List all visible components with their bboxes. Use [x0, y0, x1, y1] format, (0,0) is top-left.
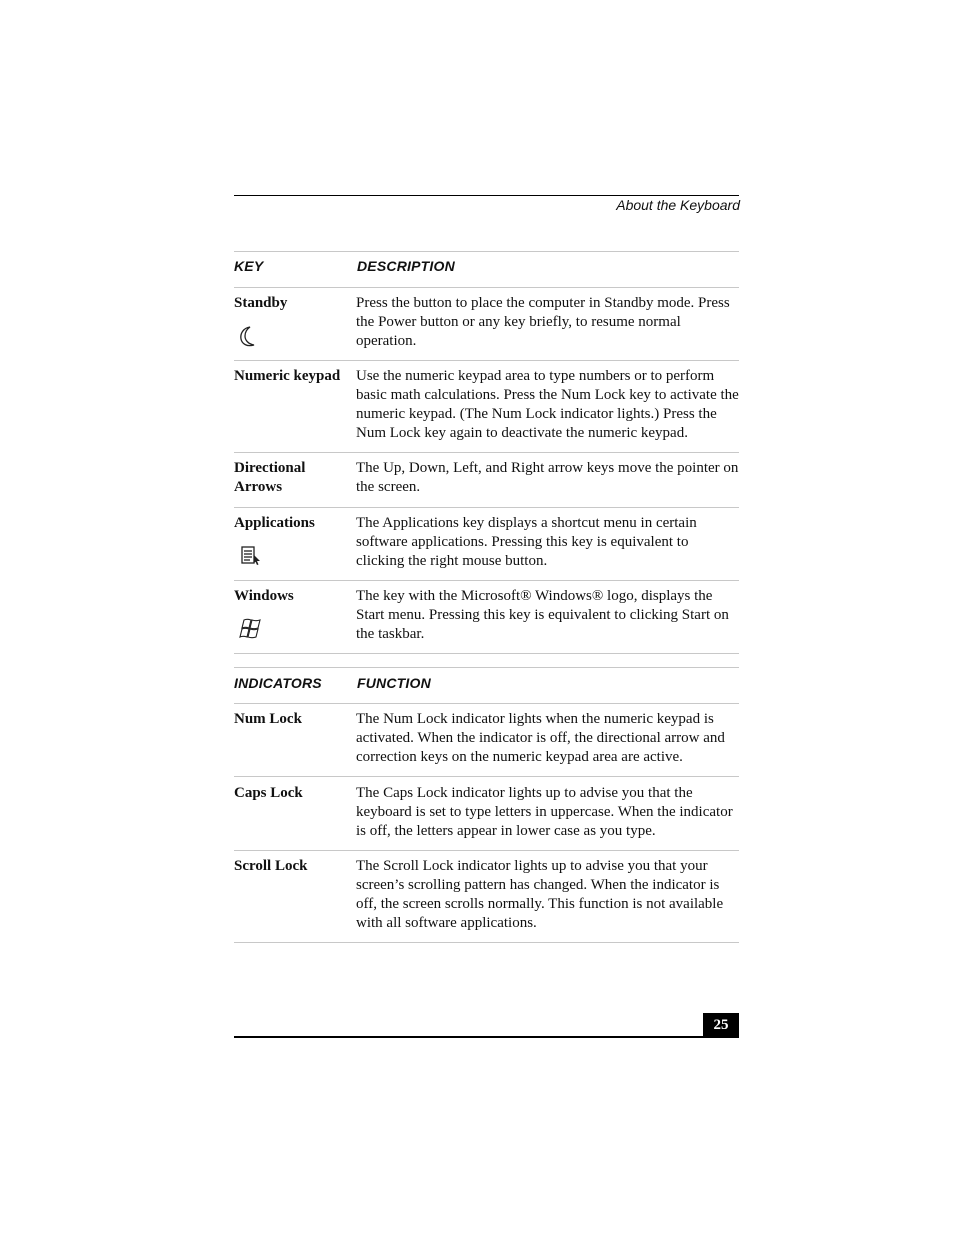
table-bottom-rule [234, 653, 739, 654]
key-name-directional-arrows: Directional Arrows [234, 460, 306, 495]
key-description-windows: The key with the Microsoft® Windows® logo, displays the Start menu. Pressing this key is equivalent to clicking Start on the taskbar. [356, 588, 729, 642]
indicators-top-rule [234, 667, 739, 668]
applications-menu-icon [240, 545, 262, 572]
row-divider [234, 452, 739, 453]
indicator-name-scroll-lock: Scroll Lock [234, 858, 308, 874]
table-top-rule [234, 251, 739, 252]
column-header-key: KEY [234, 258, 264, 274]
footer-rule [234, 1036, 739, 1038]
key-name-standby: Standby [234, 295, 288, 311]
column-header-function: FUNCTION [357, 675, 431, 691]
indicators-bottom-rule [234, 942, 739, 943]
key-name-applications: Applications [234, 515, 315, 531]
indicator-function-scroll-lock: The Scroll Lock indicator lights up to advise you that your screen’s scrolling pattern has changed. When the indicator is off, the screen scrolls normally. This function is not available with all software applications. [356, 858, 724, 931]
row-divider [234, 360, 739, 361]
row-divider [234, 776, 739, 777]
row-divider [234, 850, 739, 851]
column-header-description: DESCRIPTION [357, 258, 455, 274]
indicator-function-caps-lock: The Caps Lock indicator lights up to advise you that the keyboard is set to type letters in uppercase. When the indicator is off, the letters appear in lower case as you type. [356, 785, 733, 839]
running-header: About the Keyboard [616, 197, 740, 213]
table-header-rule [234, 287, 739, 288]
key-description-numeric-keypad: Use the numeric keypad area to type numbers or to perform basic math calculations. Press the Num Lock key to activate the numeric keypad. (The Num Lock indicator lights.) Press the Num Lock key again to deactivate the numeric keypad. [356, 368, 739, 441]
key-name-windows: Windows [234, 588, 294, 604]
windows-logo-icon [239, 617, 265, 646]
key-description-standby: Press the button to place the computer in Standby mode. Press the Power button or any key briefly, to resume normal operation. [356, 295, 730, 349]
row-divider [234, 507, 739, 508]
page-number: 25 [703, 1013, 739, 1037]
header-rule [234, 195, 739, 196]
key-description-applications: The Applications key displays a shortcut menu in certain software applications. Pressing this key is equivalent to clicking the right mouse button. [356, 515, 697, 569]
indicator-function-num-lock: The Num Lock indicator lights when the numeric keypad is activated. When the indicator is off, the directional arrow and correction keys on the numeric keypad area are active. [356, 711, 725, 765]
indicator-name-caps-lock: Caps Lock [234, 785, 303, 801]
column-header-indicators: INDICATORS [234, 675, 322, 691]
row-divider [234, 580, 739, 581]
indicators-header-rule [234, 703, 739, 704]
key-name-numeric-keypad: Numeric keypad [234, 368, 341, 384]
key-description-directional-arrows: The Up, Down, Left, and Right arrow keys move the pointer on the screen. [356, 460, 739, 495]
moon-icon [238, 325, 258, 354]
indicator-name-num-lock: Num Lock [234, 711, 302, 727]
